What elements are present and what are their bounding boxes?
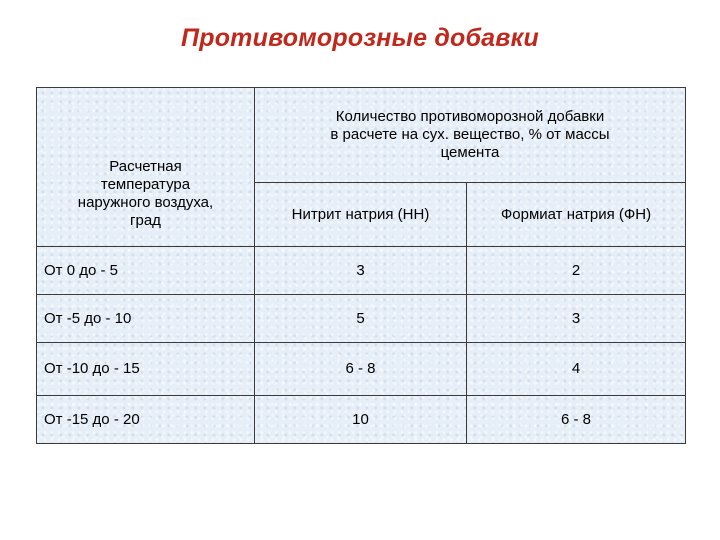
row-temperature-label: От -15 до - 20 xyxy=(37,396,255,444)
header-left-line-2: температура xyxy=(100,176,191,193)
row-nn-value: 5 xyxy=(255,295,467,343)
header-sodium-nitrite: Нитрит натрия (НН) xyxy=(255,183,467,247)
row-temperature-label: От -10 до - 15 xyxy=(37,343,255,396)
header-design-temperature xyxy=(37,88,255,247)
header-sodium-formate: Формиат натрия (ФН) xyxy=(467,183,686,247)
table-row xyxy=(37,247,686,295)
row-fn-value: 6 - 8 xyxy=(467,396,686,444)
row-temperature-label: От 0 до - 5 xyxy=(37,247,255,295)
header-left-line-4: град xyxy=(130,212,161,229)
page-title: Противоморозные добавки xyxy=(181,24,539,52)
header-top-line-2: в расчете на сух. вещество, % от массы xyxy=(330,126,610,143)
header-top-line-3: цемента xyxy=(440,144,500,161)
row-fn-value: 4 xyxy=(467,343,686,396)
header-left-line-1: Расчетная xyxy=(109,158,182,175)
row-fn-value: 2 xyxy=(467,247,686,295)
row-nn-value: 3 xyxy=(255,247,467,295)
row-nn-value: 10 xyxy=(255,396,467,444)
row-fn-value: 3 xyxy=(467,295,686,343)
header-left-line-3: наружного воздуха, xyxy=(77,194,214,211)
table-row xyxy=(37,295,686,343)
table-row xyxy=(37,343,686,396)
antifreeze-additives-table xyxy=(36,87,686,444)
header-top-line-1: Количество противоморозной добавки xyxy=(335,108,605,125)
row-nn-value: 6 - 8 xyxy=(255,343,467,396)
table-row xyxy=(37,396,686,444)
header-additive-amount xyxy=(255,88,686,183)
row-temperature-label: От -5 до - 10 xyxy=(37,295,255,343)
